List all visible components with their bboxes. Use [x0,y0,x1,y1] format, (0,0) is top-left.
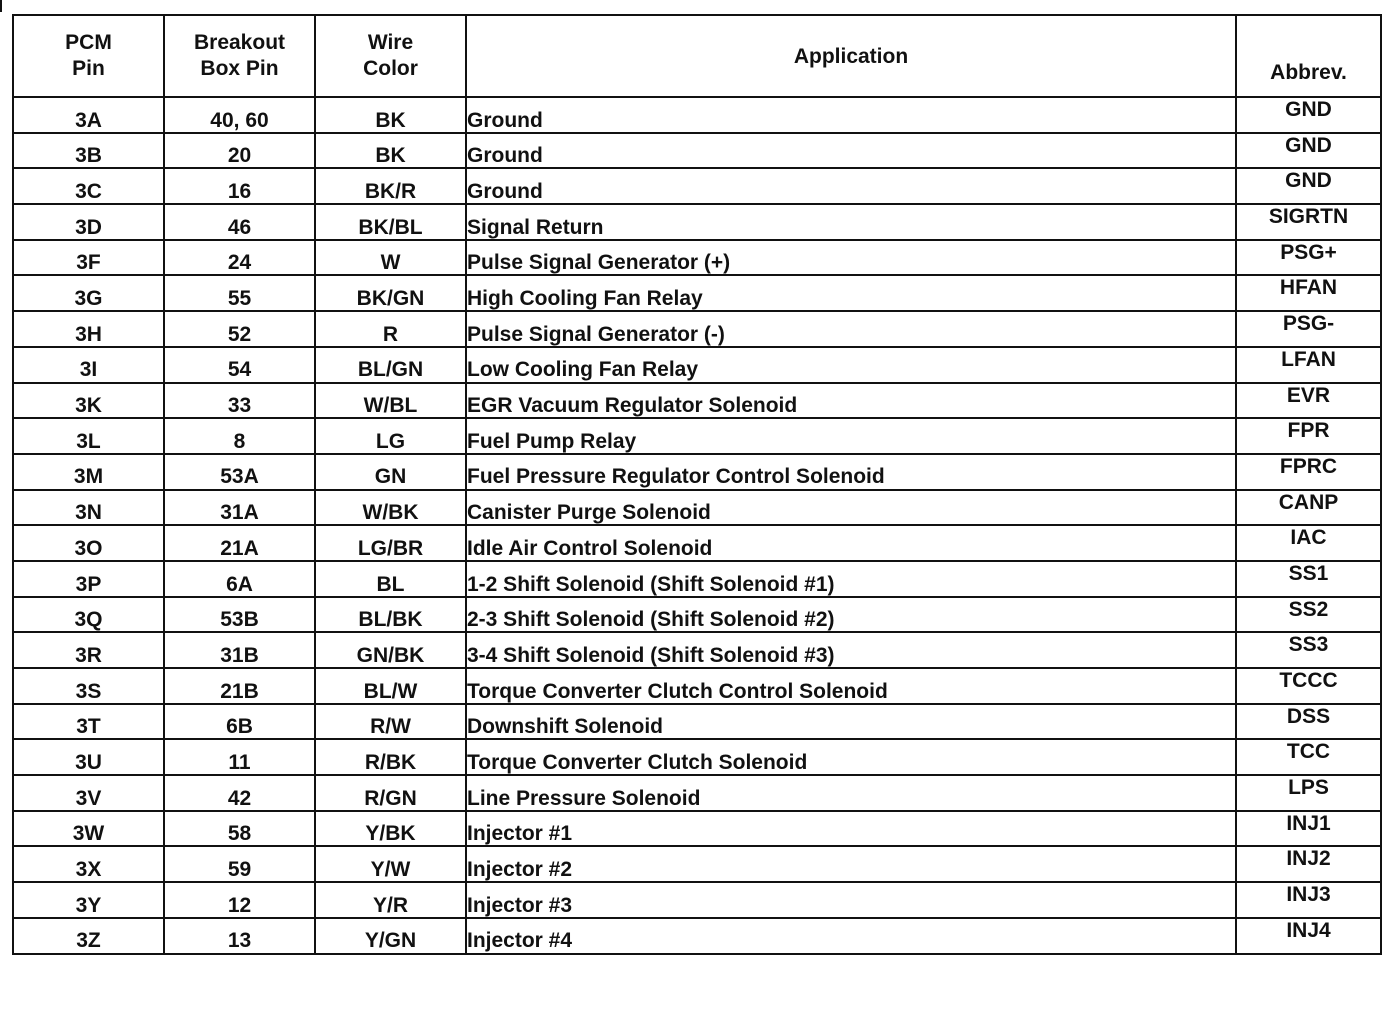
table-row [13,204,1381,240]
cell-pcm-pin: 3V [13,775,164,811]
cell-pcm-pin: 3H [13,311,164,347]
cell-pcm-pin: 3G [13,275,164,311]
cell-abbrev: PSG- [1236,311,1381,347]
cell-breakout-box-pin: 24 [164,240,315,276]
cell-breakout-box-pin: 53A [164,454,315,490]
cell-breakout-box-pin: 40, 60 [164,97,315,133]
cell-wire-color: LG [315,418,466,454]
cell-breakout-box-pin: 21B [164,668,315,704]
cell-abbrev: FPRC [1236,454,1381,490]
table-row [13,418,1381,454]
cell-pcm-pin: 3B [13,133,164,169]
cell-application: Downshift Solenoid [466,704,1236,740]
header-wire-color-line2: Color [363,57,418,80]
header-breakout-line1: Breakout [193,30,286,54]
cell-breakout-box-pin: 6A [164,561,315,597]
cell-breakout-box-pin: 11 [164,739,315,775]
cell-abbrev: PSG+ [1236,240,1381,276]
cell-abbrev: INJ1 [1236,811,1381,847]
cell-application: Torque Converter Clutch Solenoid [466,739,1236,775]
table-body [13,97,1381,954]
cell-abbrev: INJ4 [1236,918,1381,954]
cell-wire-color: BK/BL [315,204,466,240]
table-row [13,704,1381,740]
cell-pcm-pin: 3F [13,240,164,276]
cell-wire-color: LG/BR [315,525,466,561]
cell-application: High Cooling Fan Relay [466,275,1236,311]
cell-application: 2-3 Shift Solenoid (Shift Solenoid #2) [466,597,1236,633]
cell-abbrev: INJ2 [1236,846,1381,882]
cell-wire-color: W [315,240,466,276]
cell-breakout-box-pin: 31A [164,490,315,526]
table-row [13,97,1381,133]
cell-breakout-box-pin: 42 [164,775,315,811]
cell-application: Injector #1 [466,811,1236,847]
cell-abbrev: LFAN [1236,347,1381,383]
cell-application: Fuel Pressure Regulator Control Solenoid [466,454,1236,490]
header-pcm-pin [13,15,164,97]
pin-table-document [12,14,1380,955]
cell-pcm-pin: 3M [13,454,164,490]
table-row [13,525,1381,561]
cell-abbrev: EVR [1236,383,1381,419]
cell-pcm-pin: 3K [13,383,164,419]
cell-breakout-box-pin: 52 [164,311,315,347]
cell-breakout-box-pin: 6B [164,704,315,740]
cell-wire-color: BK [315,133,466,169]
cell-abbrev: GND [1236,133,1381,169]
cell-breakout-box-pin: 53B [164,597,315,633]
cell-application: Ground [466,168,1236,204]
scan-edge-mark [0,0,2,12]
cell-pcm-pin: 3I [13,347,164,383]
table-row [13,739,1381,775]
cell-breakout-box-pin: 21A [164,525,315,561]
header-wire-color-line1: Wire [367,30,414,54]
cell-application: Pulse Signal Generator (+) [466,240,1236,276]
cell-application: Idle Air Control Solenoid [466,525,1236,561]
cell-application: Pulse Signal Generator (-) [466,311,1236,347]
header-breakout-box-pin [164,15,315,97]
header-pcm-pin-line2: Pin [72,57,105,80]
cell-application: 1-2 Shift Solenoid (Shift Solenoid #1) [466,561,1236,597]
cell-wire-color: Y/BK [315,811,466,847]
cell-pcm-pin: 3W [13,811,164,847]
cell-wire-color: W/BL [315,383,466,419]
cell-pcm-pin: 3D [13,204,164,240]
cell-pcm-pin: 3A [13,97,164,133]
table-row [13,490,1381,526]
cell-abbrev: FPR [1236,418,1381,454]
cell-pcm-pin: 3Q [13,597,164,633]
cell-breakout-box-pin: 16 [164,168,315,204]
header-pcm-pin-line1: PCM [65,30,112,54]
cell-breakout-box-pin: 12 [164,882,315,918]
cell-pcm-pin: 3S [13,668,164,704]
cell-application: Torque Converter Clutch Control Solenoid [466,668,1236,704]
header-application: Application [466,15,1236,97]
cell-application: Low Cooling Fan Relay [466,347,1236,383]
table-row [13,882,1381,918]
cell-wire-color: BL/W [315,668,466,704]
table-row [13,454,1381,490]
table-row [13,311,1381,347]
cell-wire-color: R/W [315,704,466,740]
header-abbrev: Abbrev. [1236,15,1381,97]
cell-application: Injector #3 [466,882,1236,918]
pcm-pin-table [12,14,1382,955]
cell-abbrev: SIGRTN [1236,204,1381,240]
cell-pcm-pin: 3X [13,846,164,882]
cell-application: Ground [466,97,1236,133]
table-row [13,811,1381,847]
cell-wire-color: R/GN [315,775,466,811]
cell-pcm-pin: 3R [13,632,164,668]
cell-breakout-box-pin: 55 [164,275,315,311]
table-row [13,133,1381,169]
cell-wire-color: BL/BK [315,597,466,633]
cell-wire-color: W/BK [315,490,466,526]
cell-wire-color: Y/GN [315,918,466,954]
table-row [13,383,1381,419]
cell-pcm-pin: 3T [13,704,164,740]
table-row [13,275,1381,311]
table-row [13,918,1381,954]
cell-application: Line Pressure Solenoid [466,775,1236,811]
table-row [13,632,1381,668]
cell-breakout-box-pin: 33 [164,383,315,419]
cell-wire-color: R [315,311,466,347]
cell-abbrev: SS2 [1236,597,1381,633]
cell-wire-color: R/BK [315,739,466,775]
cell-wire-color: BL [315,561,466,597]
cell-abbrev: INJ3 [1236,882,1381,918]
cell-application: EGR Vacuum Regulator Solenoid [466,383,1236,419]
cell-breakout-box-pin: 58 [164,811,315,847]
table-row [13,561,1381,597]
cell-abbrev: DSS [1236,704,1381,740]
cell-pcm-pin: 3P [13,561,164,597]
cell-application: Ground [466,133,1236,169]
cell-wire-color: Y/W [315,846,466,882]
cell-pcm-pin: 3N [13,490,164,526]
cell-application: Signal Return [466,204,1236,240]
cell-pcm-pin: 3Y [13,882,164,918]
cell-abbrev: SS1 [1236,561,1381,597]
cell-breakout-box-pin: 54 [164,347,315,383]
cell-wire-color: GN/BK [315,632,466,668]
cell-pcm-pin: 3U [13,739,164,775]
table-row [13,347,1381,383]
header-breakout-line2: Box Pin [200,57,279,80]
cell-application: Canister Purge Solenoid [466,490,1236,526]
cell-abbrev: IAC [1236,525,1381,561]
cell-wire-color: BK [315,97,466,133]
table-row [13,168,1381,204]
cell-breakout-box-pin: 13 [164,918,315,954]
cell-abbrev: GND [1236,97,1381,133]
cell-abbrev: CANP [1236,490,1381,526]
cell-pcm-pin: 3Z [13,918,164,954]
table-header-row [13,15,1381,97]
table-row [13,775,1381,811]
cell-pcm-pin: 3C [13,168,164,204]
cell-breakout-box-pin: 8 [164,418,315,454]
cell-wire-color: BL/GN [315,347,466,383]
table-row [13,846,1381,882]
cell-abbrev: GND [1236,168,1381,204]
cell-application: Injector #2 [466,846,1236,882]
cell-abbrev: TCCC [1236,668,1381,704]
cell-wire-color: BK/GN [315,275,466,311]
cell-abbrev: TCC [1236,739,1381,775]
table-row [13,668,1381,704]
cell-breakout-box-pin: 31B [164,632,315,668]
cell-wire-color: Y/R [315,882,466,918]
header-wire-color [315,15,466,97]
table-row [13,597,1381,633]
cell-pcm-pin: 3L [13,418,164,454]
cell-abbrev: LPS [1236,775,1381,811]
cell-breakout-box-pin: 59 [164,846,315,882]
table-row [13,240,1381,276]
cell-breakout-box-pin: 20 [164,133,315,169]
cell-abbrev: SS3 [1236,632,1381,668]
cell-wire-color: BK/R [315,168,466,204]
cell-application: Fuel Pump Relay [466,418,1236,454]
cell-abbrev: HFAN [1236,275,1381,311]
cell-breakout-box-pin: 46 [164,204,315,240]
cell-application: Injector #4 [466,918,1236,954]
cell-application: 3-4 Shift Solenoid (Shift Solenoid #3) [466,632,1236,668]
cell-pcm-pin: 3O [13,525,164,561]
cell-wire-color: GN [315,454,466,490]
